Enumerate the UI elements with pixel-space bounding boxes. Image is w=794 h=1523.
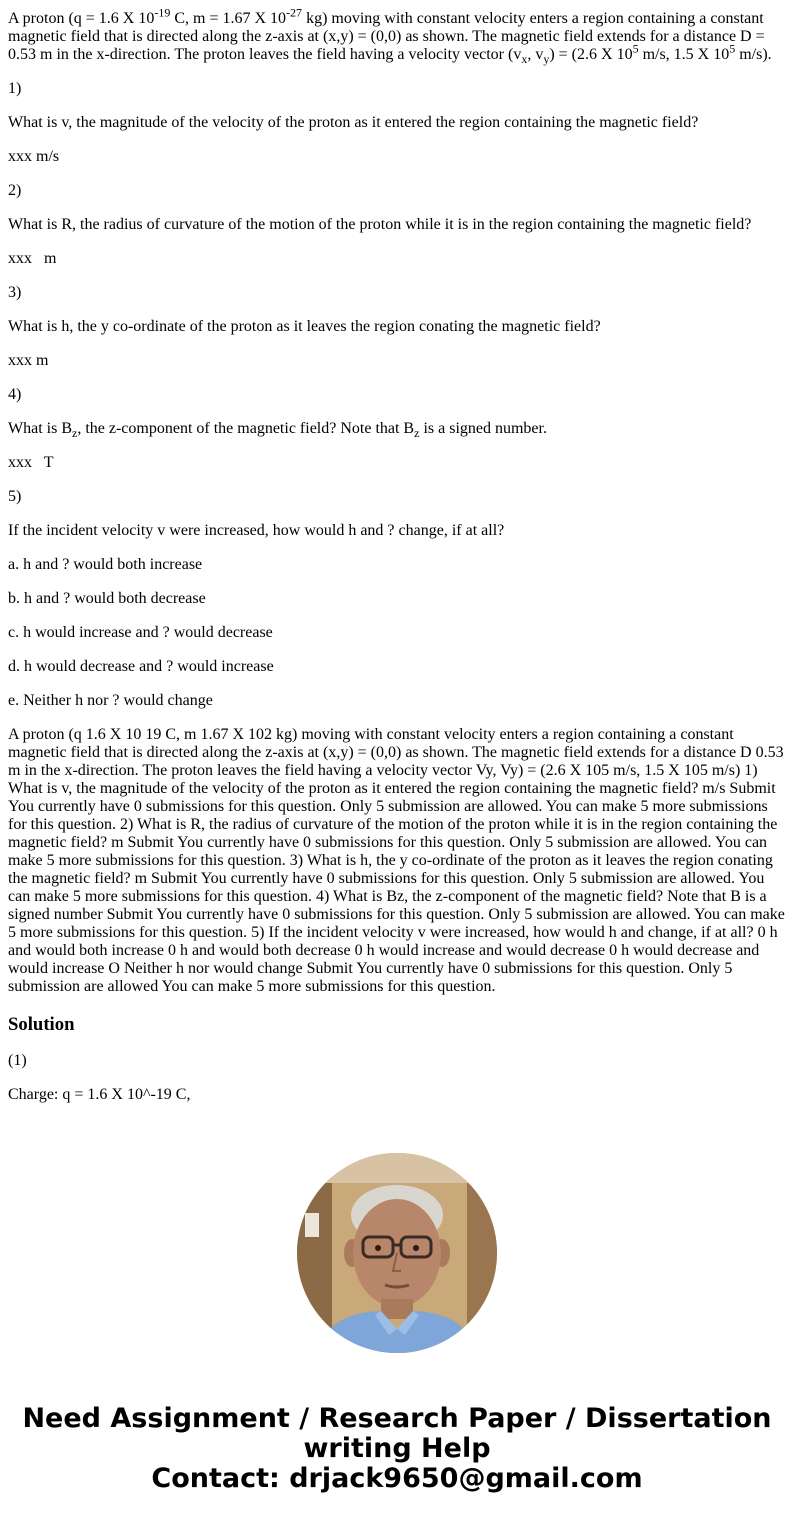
document-content	[8, 0, 788, 1120]
question-4-number: 4)	[8, 386, 22, 403]
question-5-option-b: b. h and ? would both decrease	[8, 590, 206, 607]
question-1-answer: xxx m/s	[8, 148, 60, 165]
promo-banner	[0, 1404, 794, 1494]
question-2-answer: xxx m	[8, 250, 57, 267]
question-5-option-c: c. h would increase and ? would decrease	[8, 624, 273, 641]
solution-heading: Solution	[8, 1014, 75, 1035]
promo-contact: Contact: drjack9650@gmail.com	[151, 1463, 643, 1494]
question-3-text: What is h, the y co-ordinate of the proton as it leaves the region conating the magnetic field?	[8, 318, 601, 335]
promo-line-1: Need Assignment / Research Paper / Dissertation	[22, 1403, 772, 1434]
question-5-option-d: d. h would decrease and ? would increase	[8, 658, 274, 675]
question-5-text: If the incident velocity v were increased, how would h and ? change, if at all?	[8, 522, 505, 539]
question-5-number: 5)	[8, 488, 22, 505]
author-photo-icon	[297, 1153, 497, 1353]
question-5-option-a: a. h and ? would both increase	[8, 556, 203, 573]
question-2-number: 2)	[8, 182, 22, 199]
question-3-number: 3)	[8, 284, 22, 301]
question-2-text: What is R, the radius of curvature of the motion of the proton while it is in the region containing the magnetic field?	[8, 216, 752, 233]
question-4-answer: xxx T	[8, 454, 54, 471]
question-3-answer: xxx m	[8, 352, 49, 369]
question-1-text: What is v, the magnitude of the velocity of the proton as it entered the region containing the magnetic field?	[8, 114, 699, 131]
problem-statement: A proton (q = 1.6 X $10^{-19}$ C, m = 1.67 X $10^{-27}$ kg) moving with constant velocity enters a region containing a constant magnetic field that is directed along the z-axis at (x,y) = (0,0) as shown. The magnetic field extends for a distance D = 0.53 m in the x-direction. The proton leaves the field having a velocity vector ($v_x$, $v_y) = (2.6$ X $10^5$ m/s, 1.5 X $10^5$ m/s).	[8, 5, 772, 67]
question-4-text: What is $B_z$, the z-component of the magnetic field? Note that $B_z$ is a signed number.	[8, 420, 547, 441]
author-avatar	[297, 1153, 497, 1353]
question-5-option-e: e. Neither h nor ? would change	[8, 692, 213, 709]
ocr-paragraph: A proton (q 1.6 X 10 19 C, m 1.67 X 102 kg) moving with constant velocity enters a region containing a constant magnetic field that is directed along the z-axis at (x,y) = (0,0) as shown. The magnetic field extends for a distance D 0.53 m in the x-direction. The proton leaves the field having a velocity vector Vy, Vy) = (2.6 X 105 m/s, 1.5 X 105 m/s) 1) What is v, the magnitude of the velocity of the proton as it entered the region containing the magnetic field? m/s Submit You currently have 0 submissions for this question. Only 5 submission are allowed. You can make 5 more submissions for this question. 2) What is R, the radius of curvature of the motion of the proton while it is in the region containing the magnetic field? m Submit You currently have 0 submissions for this question. Only 5 submission are allowed. You can make 5 more submissions for this question. 3) What is h, the y co-ordinate of the proton as it leaves the region conating the magnetic field? m Submit You currently have 0 submissions for this question. Only 5 submission are allowed. You can make 5 more submissions for this question. 4) What is Bz, the z-component of the magnetic field? Note that B is a signed number Submit You currently have 0 submissions for this question. Only 5 submission are allowed. You can make 5 more submissions for this question. 5) If the incident velocity v were increased, how would h and change, if at all? 0 h and would both increase 0 h and would both decrease 0 h would increase and would decrease 0 h would decrease and would increase O Neither h nor would change Submit You currently have 0 submissions for this question. Only 5 submission are allowed You can make 5 more submissions for this question.	[8, 726, 785, 995]
promo-line-2: writing Help	[303, 1433, 491, 1464]
question-1-number: 1)	[8, 80, 22, 97]
solution-charge-line: Charge: q = 1.6 X 10^-19 C,	[8, 1086, 191, 1103]
solution-step-1: (1)	[8, 1052, 27, 1069]
